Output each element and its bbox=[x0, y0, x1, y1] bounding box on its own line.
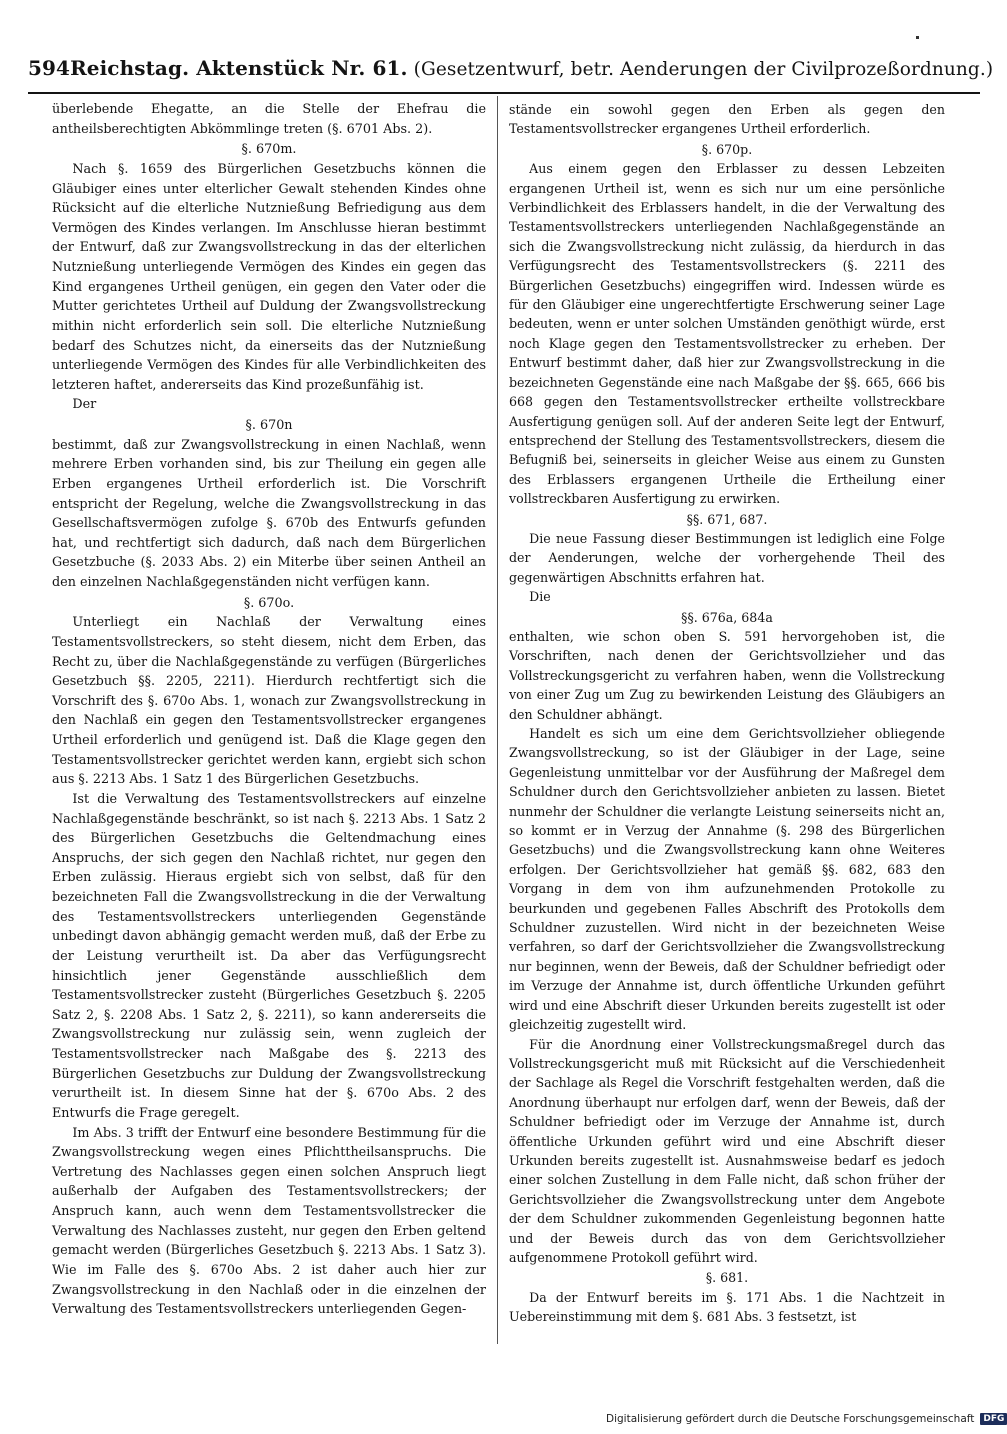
paragraph: überlebende Ehegatte, an die Stelle der Ehefrau die antheilsberechtigten Abkömmlinge treten (§. 6701 Abs. 2). bbox=[52, 102, 486, 137]
right-column bbox=[509, 100, 945, 1327]
footer bbox=[606, 1410, 1007, 1428]
section-heading: §§. 671, 687. bbox=[686, 511, 768, 527]
header-title: Reichstag. Aktenstück Nr. 61. bbox=[70, 56, 408, 80]
paragraph: Im Abs. 3 trifft der Entwurf eine besondere Bestimmung für die Zwangsvollstreckung wegen eines Pflichttheilsanspruchs. Die Vertretung des Nachlasses gegen einen solchen Anspruch liegt außerhalb der Aufgaben des Testamentsvollstreckers; der Anspruch kann, auch wenn dem Testamentsvollstrecker die Verwaltung des Nachlasses zusteht, nur gegen den Erben geltend gemacht werden (Bürgerliches Gesetzbuch §. 2213 Abs. 1 Satz 3). Wie im Falle des §. 670o Abs. 2 ist daher auch hier zur Zwangsvollstreckung in den Nachlaß oder in die einzelnen der Verwaltung des Testamentsvollstreckers unterliegenden Gegen- bbox=[52, 1125, 486, 1318]
section-heading: §. 670p. bbox=[701, 141, 753, 157]
digitization-credit: Digitalisierung gefördert durch die Deutsche Forschungsgemeinschaft bbox=[606, 1413, 975, 1425]
paragraph: stände ein sowohl gegen den Erben als gegen den Testamentsvollstrecker ergangenes Urtheil erforderlich. bbox=[509, 102, 945, 137]
paragraph: Handelt es sich um eine dem Gerichtsvollzieher obliegende Zwangsvollstreckung, so ist der Gläubiger in der Lage, seine Gegenleistung unmittelbar vor der Ausführung der Maßregel dem Schuldner durch den Gerichtsvollzieher anbieten zu lassen. Bietet nunmehr der Schuldner die verlangte Leistung seinerseits nicht an, so kommt er in Verzug der Annahme (§. 298 des Bürgerlichen Gesetzbuchs) und die Zwangsvollstreckung kann ohne Weiteres erfolgen. Der Gerichtsvollzieher hat gemäß §§. 682, 683 den Vorgang in dem von ihm aufzunehmenden Protokolle zu beurkunden und gegebenen Falles Abschrift des Protokolls dem Schuldner zuzustellen. Wird nicht in der bezeichneten Weise verfahren, so darf der Gerichtsvollzieher die Zwangsvollstreckung nur beginnen, wenn der Beweis, daß der Schuldner befriedigt oder im Verzuge der Annahme ist, durch öffentliche Urkunden geführt wird und eine Abschrift dieser Urkunden bereits zugestellt ist oder gleichzeitig zugestellt wird. bbox=[509, 726, 945, 1033]
dfg-logo: DFG bbox=[980, 1413, 1007, 1425]
left-column bbox=[52, 100, 486, 1320]
lead-word: Der bbox=[72, 397, 97, 413]
section-heading: §. 681. bbox=[705, 1270, 749, 1286]
paragraph: Da der Entwurf bereits im §. 171 Abs. 1 die Nachtzeit in Uebereinstimmung mit dem §. 681 Abs. 3 festsetzt, ist bbox=[509, 1289, 945, 1325]
paragraph: enthalten, wie schon oben S. 591 hervorgehoben ist, die Vorschriften, nach denen der Gerichtsvollzieher und das Vollstreckungsgericht zu verfahren haben, wenn die Vollstreckung von einer Zug um Zug zu bewirkenden Leistung des Gläubigers an den Schuldner abhängt. bbox=[509, 628, 945, 722]
column-divider bbox=[497, 96, 498, 1344]
paragraph: Aus einem gegen den Erblasser zu dessen Lebzeiten ergangenen Urtheil ist, wenn es sich nur um eine persönliche Verbindlichkeit des Erblassers handelt, in die der Verwaltung des Testamentsvollstreckers unterliegenden Nachlaßgegenstände an sich die Zwangsvollstreckung nicht zulässig, da hierdurch in das Verfügungsrecht des Testamentsvollstreckers (§. 2211 des Bürgerlichen Gesetzbuchs) eingegriffen wird. Indessen würde es für den Gläubiger eine ungerechtfertigte Erschwerung seiner Lage bedeuten, wenn er unter solchen Umständen genöthigt würde, erst noch Klage gegen den Testamentsvollstrecker zu erheben. Der Entwurf bestimmt daher, daß hier zur Zwangsvollstreckung in die bezeichneten Gegenstände eine nach Maßgabe der §§. 665, 666 bis 668 gegen den Testamentsvollstrecker ertheilte vollstreckbare Ausfertigung genügen soll. Auf der anderen Seite legt der Entwurf, entsprechend der Stellung des Testamentsvollstreckers, diesem die Befugniß bei, seinerseits in gleicher Weise aus einem zu Gunsten des Erblassers ergangenen Urtheile die Ertheilung einer vollstreckbaren Ausfertigung zu erwirken. bbox=[509, 161, 945, 507]
section-heading: §§. 676a, 684a bbox=[681, 609, 773, 625]
section-heading: §. 670m. bbox=[241, 142, 297, 158]
paragraph: Die neue Fassung dieser Bestimmungen ist lediglich eine Folge der Aenderungen, welche der vorhergehende Theil des gegenwärtigen Abschnitts erfahren hat. bbox=[509, 530, 945, 585]
page-header bbox=[28, 56, 994, 88]
section-heading: §. 670n bbox=[245, 418, 293, 433]
page-number: 594 bbox=[28, 56, 71, 80]
paragraph: bestimmt, daß zur Zwangsvollstreckung in einen Nachlaß, wenn mehrere Erben vorhanden sind, bis zur Theilung ein gegen alle Erben ergangenes Urtheil erforderlich ist. Die Vorschrift entspricht der Regelung, welche die Zwangsvollstreckung in das Gesellschaftsvermögen zufolge §. 670b des Entwurfs gefunden hat, und rechtfertigt sich dadurch, daß nach dem Bürgerlichen Gesetzbuche (§. 2033 Abs. 2) ein Miterbe über seinen Antheil an den einzelnen Nachlaßgegenständen nicht verfügen kann. bbox=[52, 437, 486, 590]
header-rule bbox=[28, 92, 980, 94]
paragraph: Für die Anordnung einer Vollstreckungsmaßregel durch das Vollstreckungsgericht muß mit Rücksicht auf die Verschiedenheit der Sachlage als Regel die Vorschrift festgehalten werden, daß die Anordnung überhaupt nur erfolgen darf, wenn der Beweis, daß der Schuldner befriedigt oder im Verzuge der Annahme ist, durch öffentliche Urkunden geführt wird und eine Abschrift dieser Urkunden bereits zugestellt ist. Ausnahmsweise bedarf es jedoch einer solchen Zustellung in dem Falle nicht, daß schon früher der Gerichtsvollzieher die Zwangsvollstreckung unter dem Angebote der dem Schuldner zukommenden Gegenleistung begonnen hatte und der Beweis durch das von dem Gerichtsvollzieher aufgenommene Protokoll geführt wird. bbox=[509, 1036, 945, 1265]
paragraph: Ist die Verwaltung des Testamentsvollstreckers auf einzelne Nachlaßgegenstände beschränkt, so ist nach §. 2213 Abs. 1 Satz 2 des Bürgerlichen Gesetzbuchs die Geltendmachung eines Anspruchs, der sich gegen den Nachlaß richtet, nur gegen den Erben zulässig. Hieraus ergiebt sich von selbst, daß für den bezeichneten Fall die Zwangsvollstreckung in die der Verwaltung des Testamentsvollstreckers unterliegenden Gegenstände unbedingt davon abhängig gemacht werden muß, daß der Erbe zu der Leistung verurtheilt ist. Da aber das Verfügungsrecht hinsichtlich jener Gegenstände ausschließlich dem Testamentsvollstrecker zusteht (Bürgerliches Gesetzbuch §. 2205 Satz 2, §. 2208 Abs. 1 Satz 2, §. 2211), so kann andererseits die Zwangsvollstreckung nur zulässig sein, wenn zugleich der Testamentsvollstrecker nach Maßgabe des §. 2213 des Bürgerlichen Gesetzbuchs zur Duldung der Zwangsvollstreckung verurtheilt ist. In diesem Sinne hat der §. 670o Abs. 2 des Entwurfs die Frage geregelt. bbox=[52, 791, 486, 1121]
paragraph: Nach §. 1659 des Bürgerlichen Gesetzbuchs können die Gläubiger eines unter elterlicher Gewalt stehenden Kindes ohne Rücksicht auf die elterliche Nutznießung Befriedigung aus dem Vermögen des Kindes verlangen. Im Anschlusse hieran bestimmt der Entwurf, daß zur Zwangsvollstreckung in das der elterlichen Nutznießung unterliegende Vermögen des Kindes ein gegen das Kind ergangenes Urtheil genügen, ein gegen den Vater oder die Mutter gerichtetes Urtheil auf Duldung der Zwangsvollstreckung mithin nicht erforderlich sein soll. Die elterliche Nutznießung bedarf des Schutzes nicht, da einerseits das der Nutznießung unterliegende Vermögen des Kindes für alle Verbindlichkeiten des letzteren haftet, andererseits das Kind prozeßunfähig ist. bbox=[52, 161, 486, 393]
paragraph: Unterliegt ein Nachlaß der Verwaltung eines Testamentsvollstreckers, so steht diesem, nicht dem Erben, das Recht zu, über die Nachlaßgegenstände zu verfügen (Bürgerliches Gesetzbuch §§. 2205, 2211). Hierdurch rechtfertigt sich die Vorschrift des §. 670o Abs. 1, wonach zur Zwangsvollstreckung in den Nachlaß ein gegen den Testamentsvollstrecker ergangenes Urtheil erforderlich und genügend ist. Daß die Klage gegen den Testamentsvollstrecker gerichtet werden kann, ergiebt sich schon aus §. 2213 Abs. 1 Satz 1 des Bürgerlichen Gesetzbuchs. bbox=[52, 615, 486, 788]
lead-word: Die bbox=[529, 589, 551, 605]
section-heading: §. 670o. bbox=[243, 595, 295, 611]
print-speck bbox=[916, 36, 919, 39]
header-subtitle: (Gesetzentwurf, betr. Aenderungen der Civilprozeßordnung.) bbox=[413, 59, 994, 80]
